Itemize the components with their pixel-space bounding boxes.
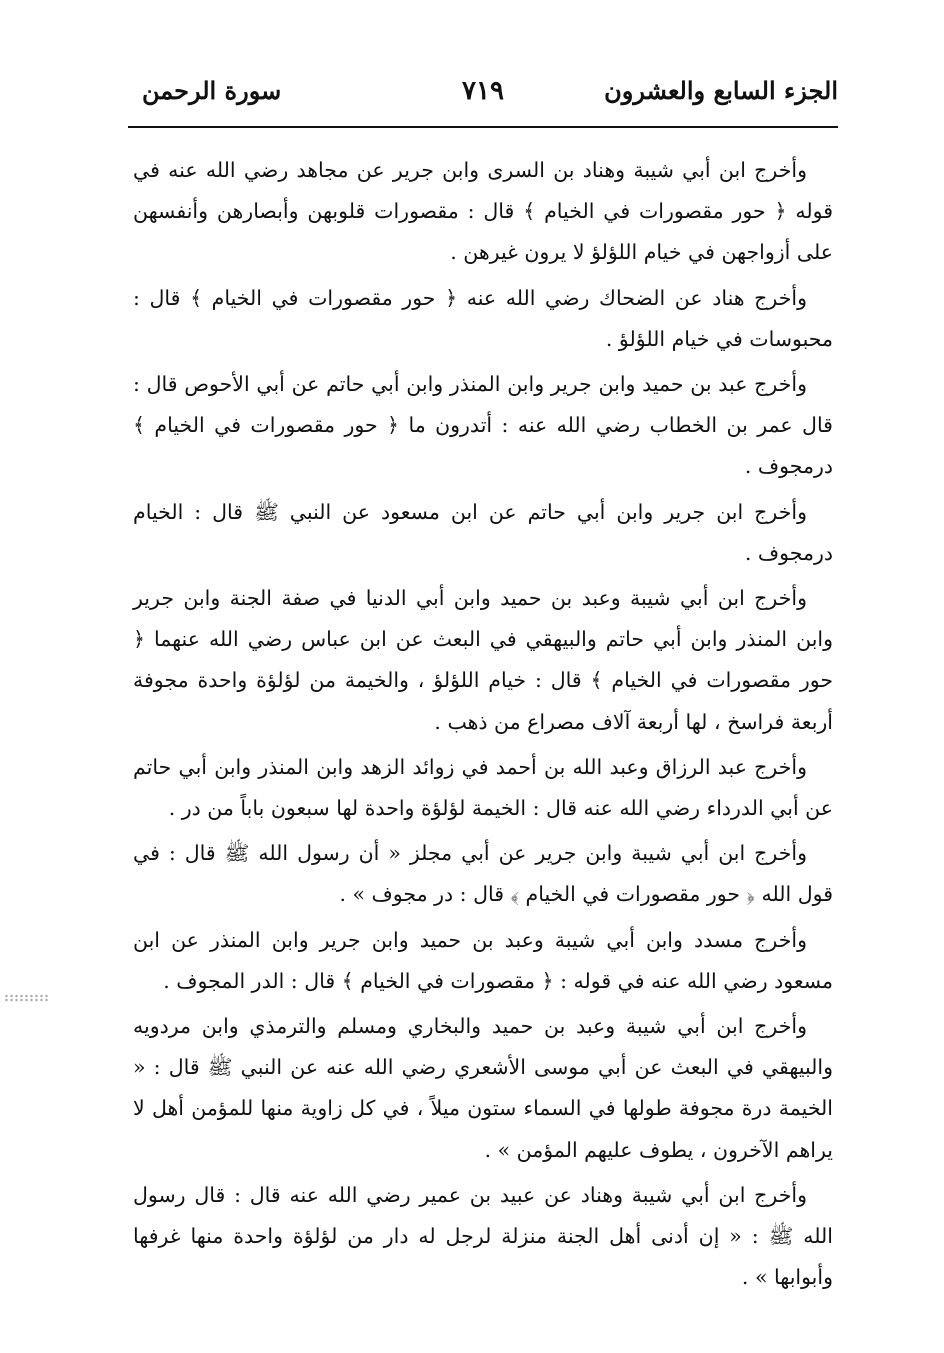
paragraph: وأخرج ابن جرير وابن أبي حاتم عن ابن مسعود عن النبي ﷺ قال : الخيام درمجوف . [133, 499, 833, 565]
part-title: الجزء السابع والعشرون [604, 76, 838, 105]
scan-speck [4, 994, 50, 1002]
paragraph: وأخرج هناد عن الضحاك رضي الله عنه ﴿ حور مقصورات في الخيام ﴾ قال : محبوسات في خيام اللؤلؤ . [133, 285, 833, 351]
paragraph: وأخرج ابن أبي شيبة وابن جرير عن أبي مجلز « أن رسول الله ﷺ قال : في قول الله ﴿ حور مقصورات في الخيام ﴾ قال : در مجوف » . [133, 841, 833, 907]
page-body [133, 150, 833, 1302]
paragraph: وأخرج ابن أبي شيبة وهناد عن عبيد بن عمير رضي الله عنه قال : قال رسول الله ﷺ : « إن أدنى أهل الجنة منزلة لرجل له دار من لؤلؤة واحدة منها غرفها وأبوابها » . [133, 1182, 833, 1290]
page-header [128, 68, 838, 128]
page-number: ٧١٩ [462, 76, 504, 106]
paragraph: وأخرج مسدد وابن أبي شيبة وعبد بن حميد وابن جرير وابن المنذر عن ابن مسعود رضي الله عنه في قوله : ﴿ مقصورات في الخيام ﴾ قال : الدر المجوف . [133, 927, 833, 993]
surah-title: سورة الرحمن [142, 76, 282, 105]
paragraph: وأخرج ابن أبي شيبة وهناد بن السرى وابن جرير عن مجاهد رضي الله عنه في قوله ﴿ حور مقصورات في الخيام ﴾ قال : مقصورات قلوبهن وأبصارهن وأنفسهن على أزواجهن في خيام اللؤلؤ لا يرون غيرهن . [133, 158, 833, 265]
paragraph: وأخرج عبد الرزاق وعبد الله بن أحمد في زوائد الزهد وابن المنذر وابن أبي حاتم عن أبي الدرداء رضي الله عنه قال : الخيمة لؤلؤة واحدة لها سبعون باباً من در . [133, 754, 833, 821]
paragraph: وأخرج ابن أبي شيبة وعبد بن حميد وابن أبي الدنيا في صفة الجنة وابن جرير وابن المنذر وابن أبي حاتم والبيهقي في البعث عن ابن عباس رضي الله عنهما ﴿ حور مقصورات في الخيام ﴾ قال : خيام اللؤلؤ ، والخيمة من لؤلؤة واحدة مجوفة أربعة فراسخ ، لها أربعة آلاف مصراع من ذهب . [133, 586, 833, 734]
header-divider [128, 126, 838, 128]
paragraph: وأخرج ابن أبي شيبة وعبد بن حميد والبخاري ومسلم والترمذي وابن مردويه والبيهقي في البعث عن أبي موسى الأشعري رضي الله عنه عن النبي ﷺ قال : « الخيمة درة مجوفة طولها في السماء ستون ميلاً ، في كل زاوية منها للمؤمن أهل لا يراهم الآخرون ، يطوف عليهم المؤمن » . [133, 1014, 833, 1162]
paragraph: وأخرج عبد بن حميد وابن جرير وابن المنذر وابن أبي حاتم عن أبي الأحوص قال : قال عمر بن الخطاب رضي الله عنه : أتدرون ما ﴿ حور مقصورات في الخيام ﴾ درمجوف . [133, 372, 833, 479]
